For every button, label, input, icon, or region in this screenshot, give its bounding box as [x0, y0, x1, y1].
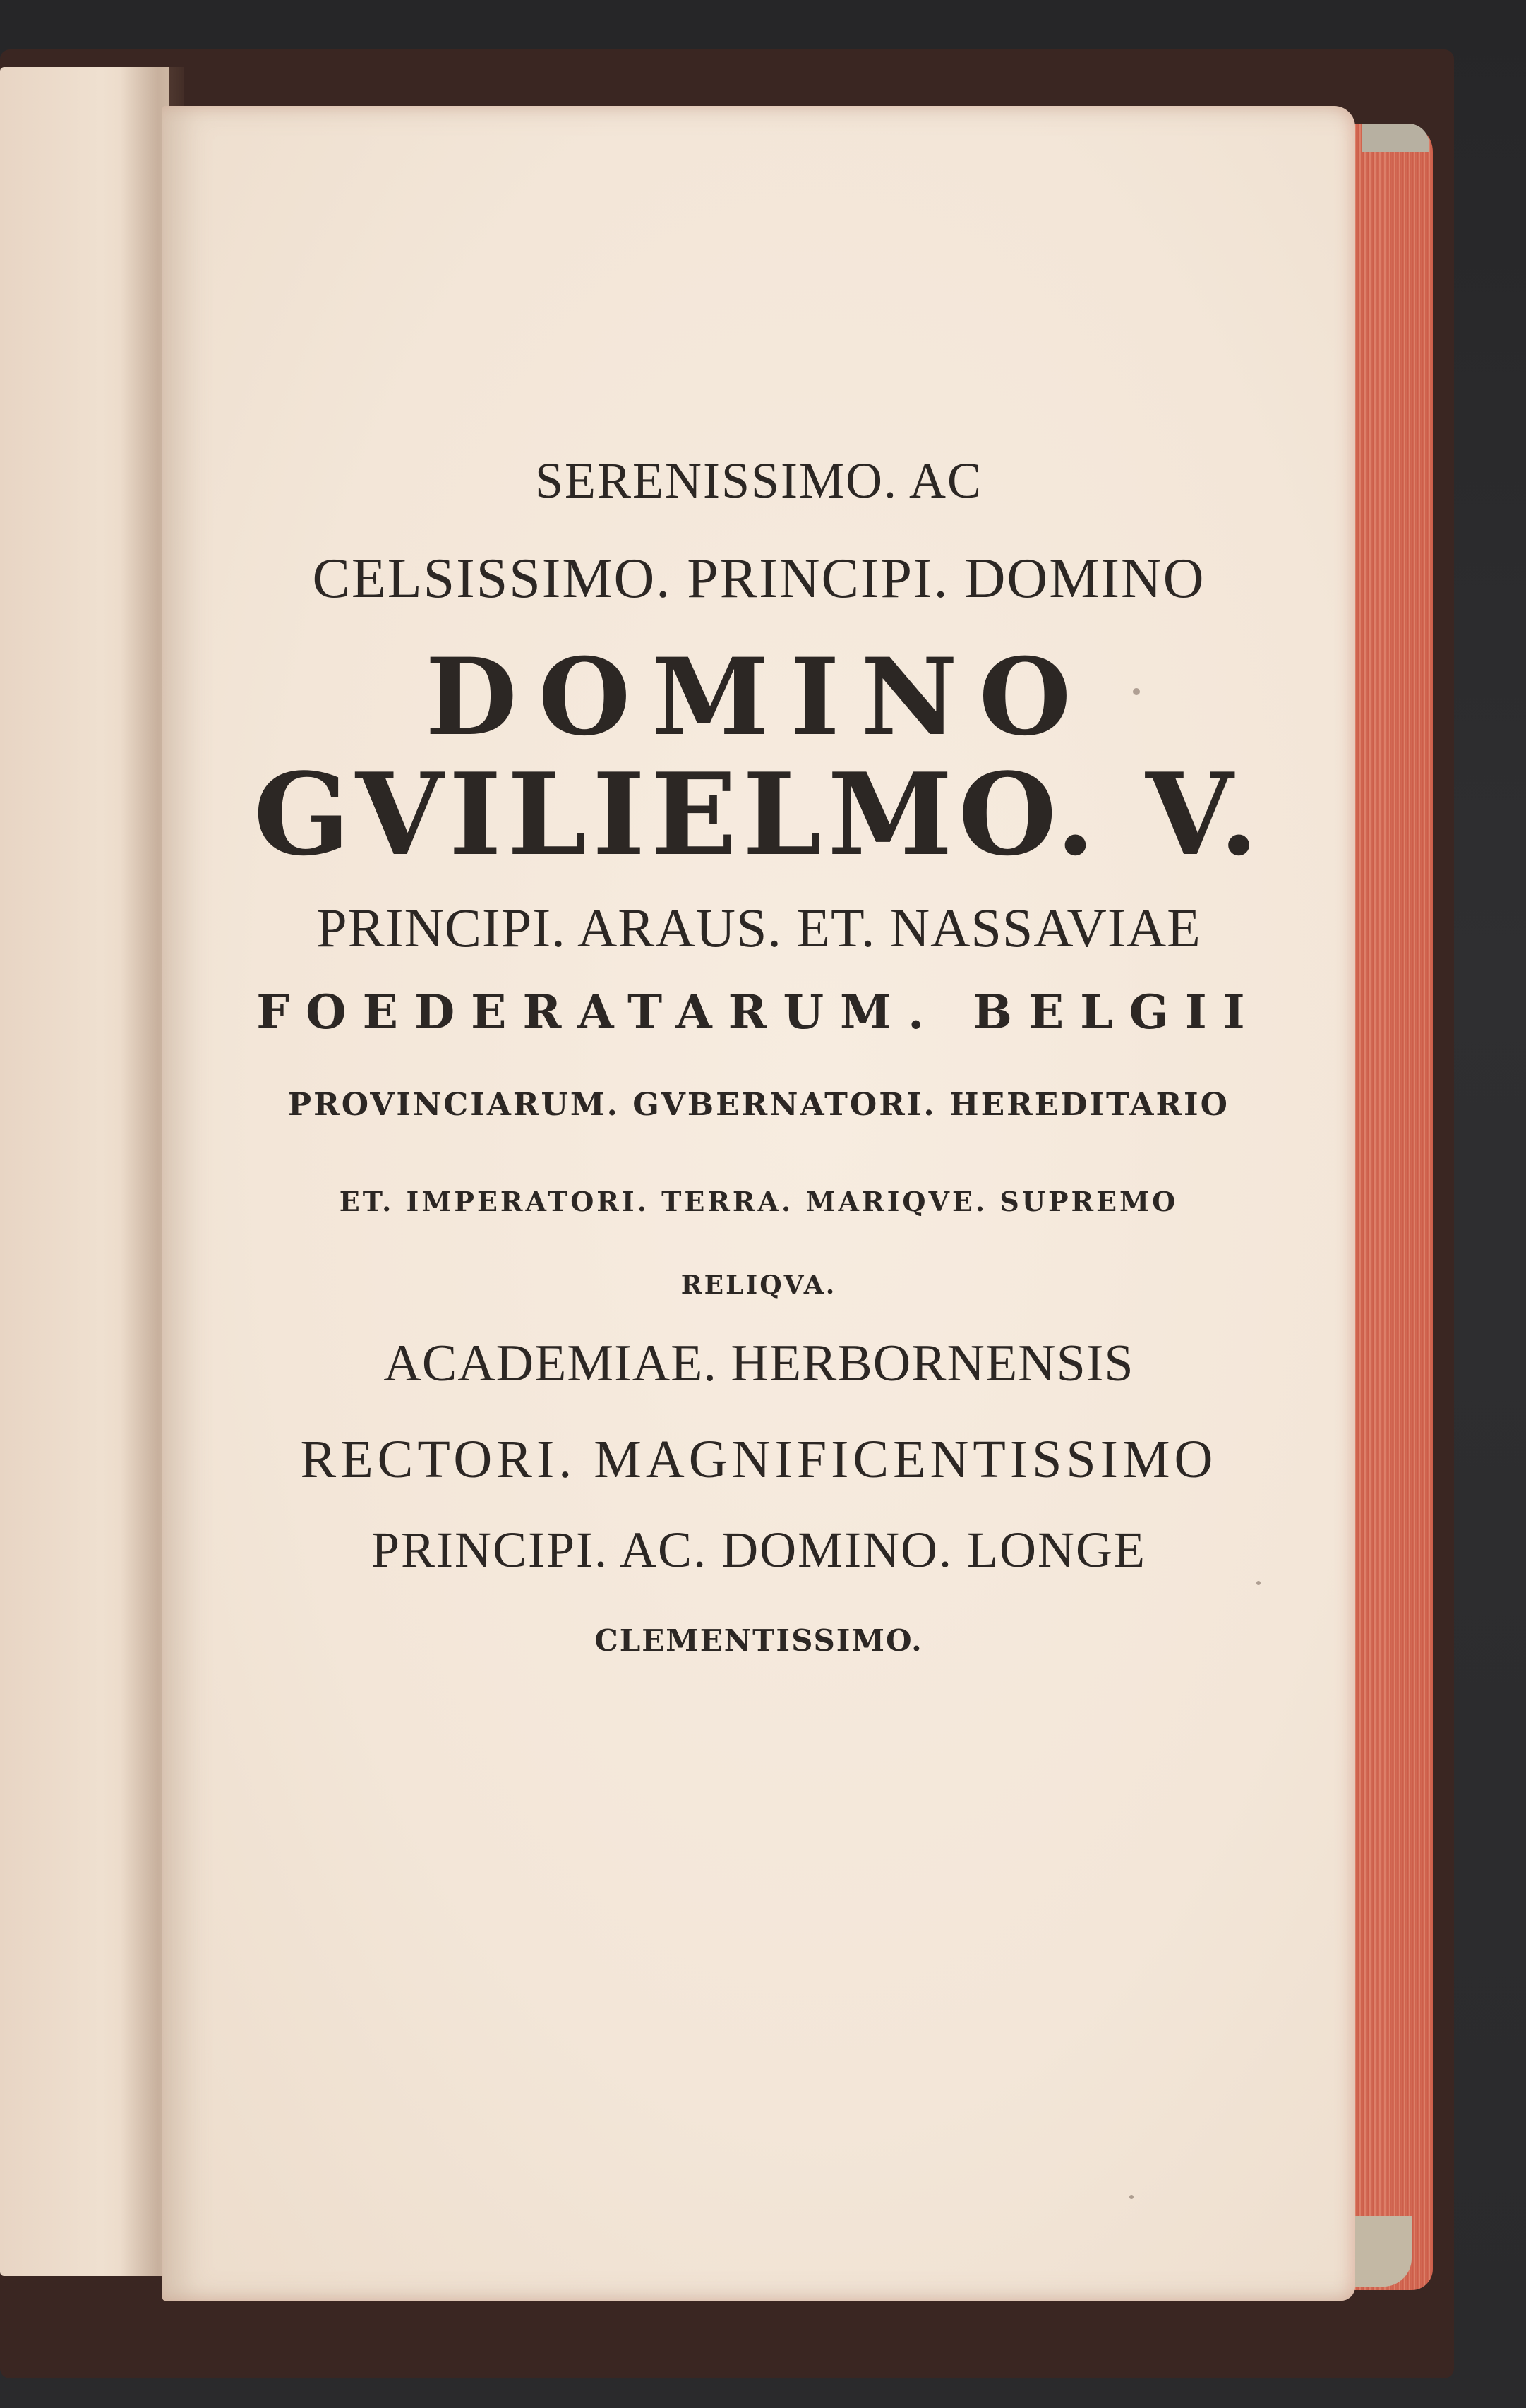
ink-speck	[1256, 1581, 1261, 1585]
line-clementissimo: CLEMENTISSIMO.	[594, 1623, 923, 1658]
line-principi-araus: PRINCIPI. ARAUS. ET. NASSAVIAE	[316, 897, 1201, 958]
page-edges-top	[1362, 124, 1429, 152]
ink-speck	[1129, 2195, 1134, 2199]
line-rectori: RECTORI. MAGNIFICENTISSIMO	[300, 1430, 1218, 1489]
line-imperatori: ET. IMPERATORI. TERRA. MARIQVE. SUPREMO	[339, 1186, 1179, 1217]
line-serenissimo: SERENISSIMO. AC	[534, 452, 983, 509]
line-academiae: ACADEMIAE. HERBORNENSIS	[383, 1335, 1134, 1392]
ink-speck	[1133, 688, 1140, 695]
line-reliqva: RELIQVA.	[680, 1270, 837, 1300]
line-principi-ac-domino: PRINCIPI. AC. DOMINO. LONGE	[371, 1522, 1147, 1578]
line-domino: DOMINO	[425, 635, 1093, 759]
line-provinciarum: PROVINCIARUM. GVBERNATORI. HEREDITARIO	[288, 1087, 1230, 1123]
line-celsissimo: CELSISSIMO. PRINCIPI. DOMINO	[312, 548, 1206, 610]
line-foederatarum: FOEDERATARUM. BELGII	[256, 985, 1261, 1040]
line-gvilielmo: GVILIELMO. V.	[253, 748, 1264, 881]
